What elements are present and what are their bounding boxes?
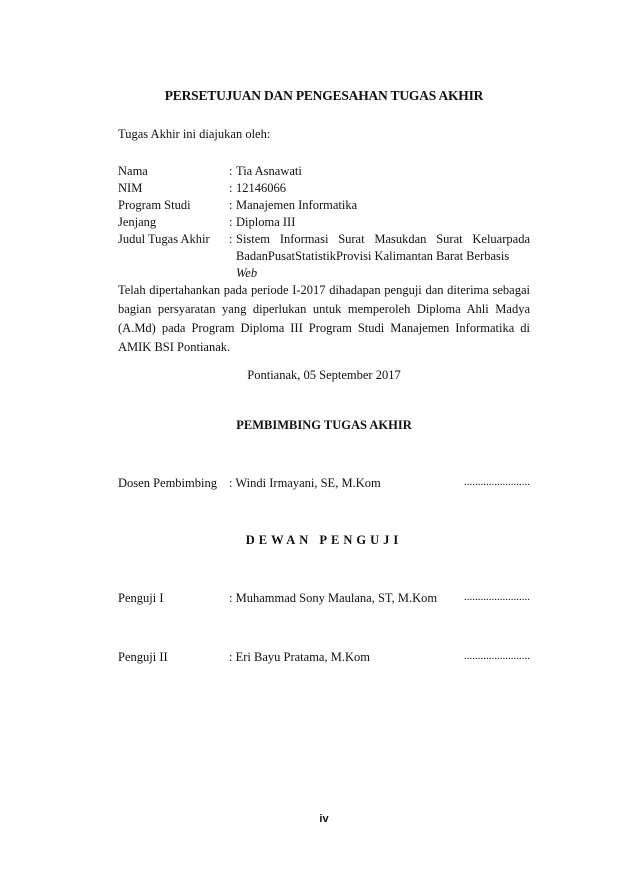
signature-name: : Muhammad Sony Maulana, ST, M.Kom bbox=[229, 591, 438, 605]
field-value-wrapper bbox=[236, 231, 530, 282]
student-info bbox=[118, 163, 530, 282]
field-jenjang bbox=[118, 214, 530, 231]
signature-label: Penguji II bbox=[118, 650, 168, 664]
field-label: Nama bbox=[118, 164, 148, 178]
signature-line: ........................ bbox=[464, 650, 530, 662]
signature-label: Dosen Pembimbing bbox=[118, 476, 217, 490]
field-separator: : bbox=[229, 164, 233, 178]
field-value: Manajemen Informatika bbox=[236, 198, 358, 212]
place-date: Pontianak, 05 September 2017 bbox=[247, 368, 401, 382]
field-separator: : bbox=[229, 232, 233, 246]
field-separator: : bbox=[229, 198, 233, 212]
field-prodi bbox=[118, 197, 530, 214]
page-number: iv bbox=[319, 813, 329, 825]
document-title: PERSETUJUAN DAN PENGESAHAN TUGAS AKHIR bbox=[164, 88, 484, 103]
dewan-penguji-heading: DEWAN PENGUJI bbox=[245, 533, 403, 547]
field-value: Sistem Informasi Surat Masukdan Surat Keluarpada BadanPusatStatistikProvisi Kalimantan Barat Berbasis bbox=[236, 232, 530, 263]
field-label: Program Studi bbox=[118, 198, 191, 212]
field-label: Judul Tugas Akhir bbox=[118, 232, 210, 246]
signature-row-penguji-1 bbox=[118, 591, 530, 606]
signature-line: ........................ bbox=[464, 476, 530, 488]
intro-text: Tugas Akhir ini diajukan oleh: bbox=[118, 127, 271, 141]
field-nim bbox=[118, 180, 530, 197]
pembimbing-heading: PEMBIMBING TUGAS AKHIR bbox=[236, 418, 412, 432]
signature-name: : Windi Irmayani, SE, M.Kom bbox=[229, 476, 381, 490]
field-nama bbox=[118, 163, 530, 180]
field-label: NIM bbox=[118, 181, 143, 195]
signature-row-penguji-2 bbox=[118, 650, 530, 665]
field-value: Diploma III bbox=[236, 215, 296, 229]
signature-label: Penguji I bbox=[118, 591, 164, 605]
field-separator: : bbox=[229, 215, 233, 229]
field-separator: : bbox=[229, 181, 233, 195]
field-value: Tia Asnawati bbox=[236, 164, 302, 178]
signature-line: ........................ bbox=[464, 591, 530, 603]
signature-row-pembimbing bbox=[118, 476, 530, 491]
field-value-italic: Web bbox=[236, 266, 258, 280]
field-judul bbox=[118, 231, 530, 282]
field-value: 12146066 bbox=[236, 181, 286, 195]
signature-name: : Eri Bayu Pratama, M.Kom bbox=[229, 650, 370, 664]
approval-paragraph: Telah dipertahankan pada periode I-2017 dihadapan penguji dan diterima sebagai bagian persyaratan yang diperlukan untuk memperoleh Diploma Ahli Madya (A.Md) pada Program Diploma III Program Studi Manajemen Informatika di AMIK BSI Pontianak. bbox=[118, 283, 530, 354]
field-label: Jenjang bbox=[118, 215, 157, 229]
